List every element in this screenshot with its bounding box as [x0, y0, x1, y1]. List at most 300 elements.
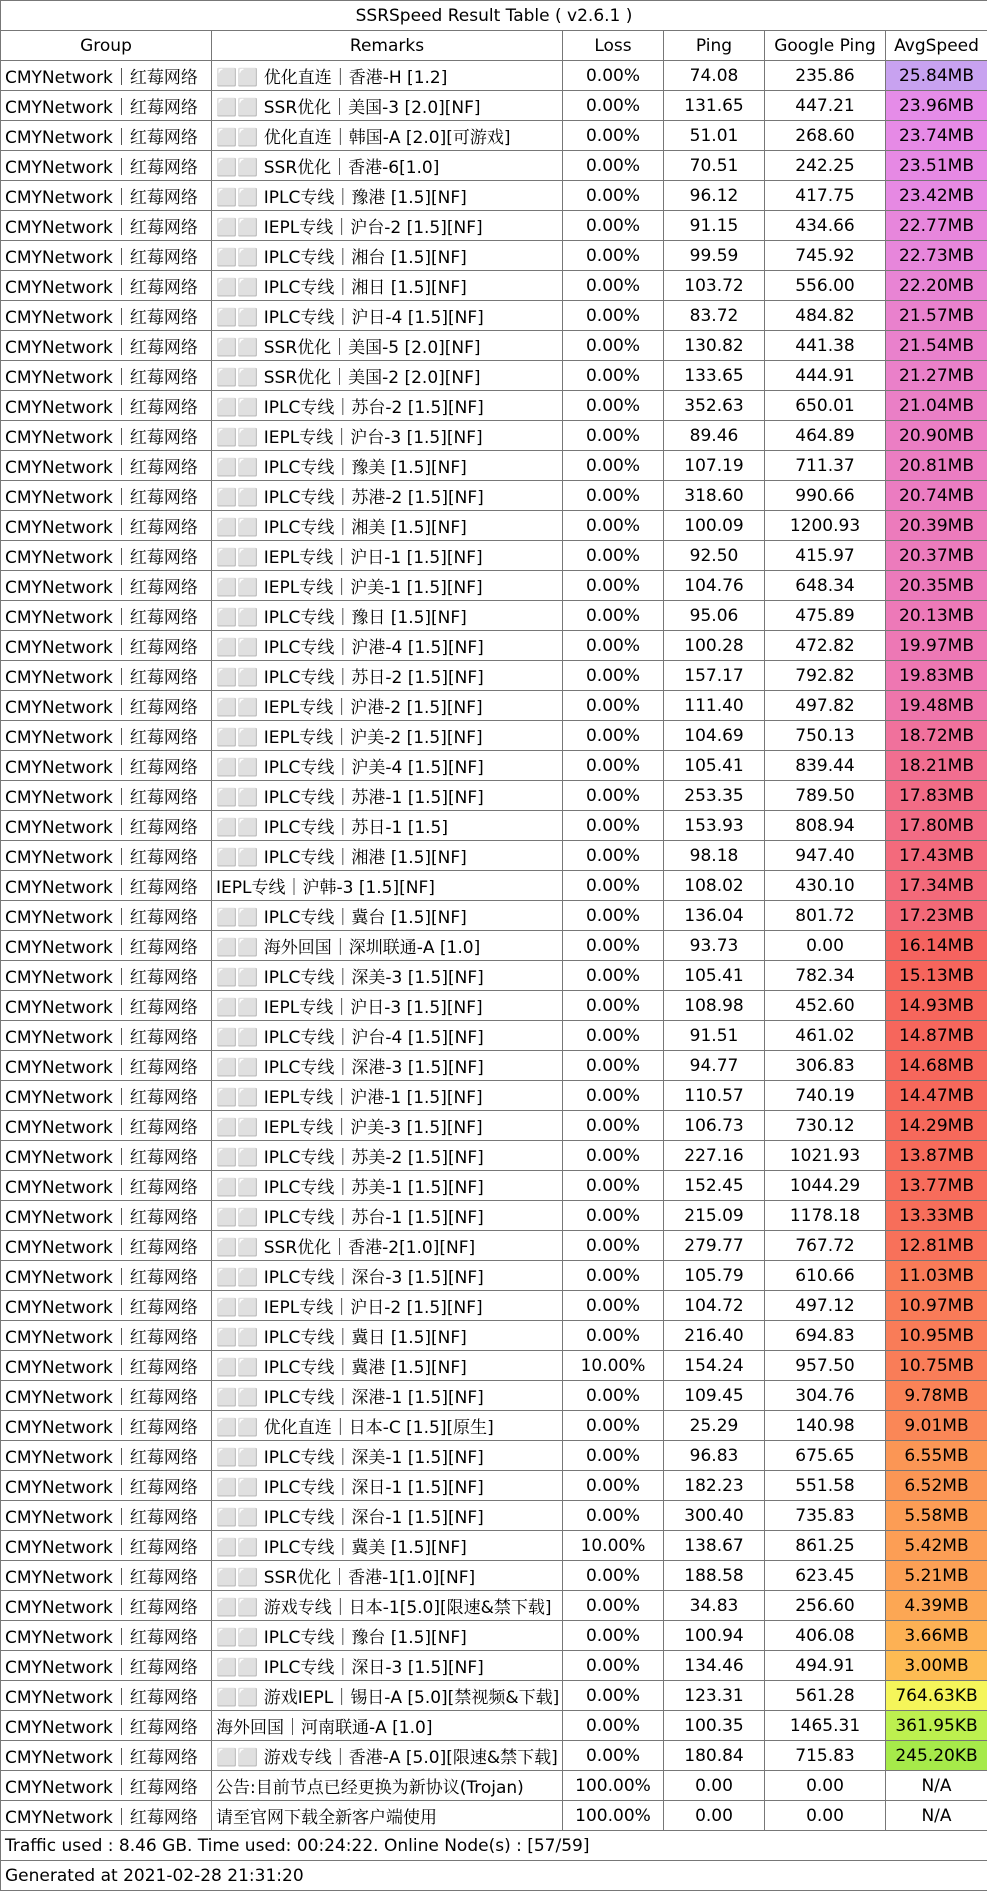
cell-ping: 136.04 [664, 901, 765, 931]
cell-google-ping: 735.83 [765, 1501, 886, 1531]
cell-avg-speed: 20.74MB [886, 481, 987, 511]
cell-ping: 253.35 [664, 781, 765, 811]
footer-traffic-row [1, 1831, 987, 1861]
table-title: SSRSpeed Result Table ( v2.6.1 ) [1, 1, 987, 31]
cell-group: CMYNetwork｜红莓网络 [1, 751, 212, 781]
cell-google-ping: 750.13 [765, 721, 886, 751]
table-row [1, 901, 987, 931]
cell-group: CMYNetwork｜红莓网络 [1, 1321, 212, 1351]
cell-google-ping: 472.82 [765, 631, 886, 661]
cell-group: CMYNetwork｜红莓网络 [1, 1261, 212, 1291]
cell-google-ping: 417.75 [765, 181, 886, 211]
cell-avg-speed: 19.83MB [886, 661, 987, 691]
cell-loss: 0.00% [563, 421, 664, 451]
cell-ping: 104.69 [664, 721, 765, 751]
cell-remarks: ⬜⬜ IEPL专线｜沪港-1 [1.5][NF] [212, 1081, 563, 1111]
cell-loss: 0.00% [563, 631, 664, 661]
cell-loss: 0.00% [563, 61, 664, 91]
cell-avg-speed: 20.37MB [886, 541, 987, 571]
table-row [1, 661, 987, 691]
cell-google-ping: 808.94 [765, 811, 886, 841]
cell-loss: 10.00% [563, 1351, 664, 1381]
cell-google-ping: 782.34 [765, 961, 886, 991]
cell-google-ping: 484.82 [765, 301, 886, 331]
cell-google-ping: 461.02 [765, 1021, 886, 1051]
cell-remarks: ⬜⬜ IPLC专线｜深美-1 [1.5][NF] [212, 1441, 563, 1471]
cell-ping: 105.41 [664, 751, 765, 781]
cell-ping: 123.31 [664, 1681, 765, 1711]
cell-remarks: ⬜⬜ 海外回国｜深圳联通-A [1.0] [212, 931, 563, 961]
cell-remarks: ⬜⬜ 优化直连｜日本-C [1.5][原生] [212, 1411, 563, 1441]
cell-loss: 0.00% [563, 361, 664, 391]
cell-avg-speed: 23.42MB [886, 181, 987, 211]
table-row [1, 1681, 987, 1711]
cell-remarks: ⬜⬜ IPLC专线｜湘台 [1.5][NF] [212, 241, 563, 271]
cell-ping: 94.77 [664, 1051, 765, 1081]
table-row [1, 781, 987, 811]
cell-avg-speed: 764.63KB [886, 1681, 987, 1711]
cell-group: CMYNetwork｜红莓网络 [1, 1681, 212, 1711]
cell-ping: 89.46 [664, 421, 765, 451]
cell-google-ping: 650.01 [765, 391, 886, 421]
cell-group: CMYNetwork｜红莓网络 [1, 1621, 212, 1651]
cell-group: CMYNetwork｜红莓网络 [1, 1141, 212, 1171]
cell-loss: 0.00% [563, 91, 664, 121]
cell-google-ping: 235.86 [765, 61, 886, 91]
table-row [1, 1081, 987, 1111]
table-row [1, 721, 987, 751]
cell-loss: 0.00% [563, 271, 664, 301]
cell-google-ping: 556.00 [765, 271, 886, 301]
cell-remarks: ⬜⬜ IPLC专线｜豫港 [1.5][NF] [212, 181, 563, 211]
cell-loss: 0.00% [563, 1471, 664, 1501]
cell-loss: 0.00% [563, 1291, 664, 1321]
cell-google-ping: 306.83 [765, 1051, 886, 1081]
cell-group: CMYNetwork｜红莓网络 [1, 421, 212, 451]
cell-avg-speed: 6.55MB [886, 1441, 987, 1471]
cell-loss: 0.00% [563, 961, 664, 991]
cell-group: CMYNetwork｜红莓网络 [1, 211, 212, 241]
cell-group: CMYNetwork｜红莓网络 [1, 1651, 212, 1681]
cell-loss: 0.00% [563, 1081, 664, 1111]
cell-loss: 0.00% [563, 301, 664, 331]
cell-group: CMYNetwork｜红莓网络 [1, 1531, 212, 1561]
cell-avg-speed: 21.54MB [886, 331, 987, 361]
cell-loss: 0.00% [563, 541, 664, 571]
cell-ping: 109.45 [664, 1381, 765, 1411]
cell-google-ping: 767.72 [765, 1231, 886, 1261]
cell-ping: 138.67 [664, 1531, 765, 1561]
table-row [1, 91, 987, 121]
cell-remarks: ⬜⬜ IPLC专线｜深台-3 [1.5][NF] [212, 1261, 563, 1291]
cell-remarks: ⬜⬜ IPLC专线｜苏港-1 [1.5][NF] [212, 781, 563, 811]
cell-group: CMYNetwork｜红莓网络 [1, 481, 212, 511]
traffic-summary: Traffic used : 8.46 GB. Time used: 00:24:22. Online Node(s) : [57/59] [1, 1831, 987, 1861]
cell-group: CMYNetwork｜红莓网络 [1, 691, 212, 721]
cell-avg-speed: 19.97MB [886, 631, 987, 661]
table-row [1, 1411, 987, 1441]
cell-loss: 0.00% [563, 1201, 664, 1231]
table-row [1, 571, 987, 601]
cell-google-ping: 648.34 [765, 571, 886, 601]
cell-ping: 154.24 [664, 1351, 765, 1381]
cell-google-ping: 406.08 [765, 1621, 886, 1651]
cell-group: CMYNetwork｜红莓网络 [1, 301, 212, 331]
cell-remarks: ⬜⬜ IPLC专线｜豫日 [1.5][NF] [212, 601, 563, 631]
cell-google-ping: 1200.93 [765, 511, 886, 541]
cell-google-ping: 475.89 [765, 601, 886, 631]
cell-avg-speed: 14.47MB [886, 1081, 987, 1111]
table-row [1, 1351, 987, 1381]
table-row [1, 301, 987, 331]
cell-ping: 34.83 [664, 1591, 765, 1621]
cell-google-ping: 268.60 [765, 121, 886, 151]
cell-ping: 300.40 [664, 1501, 765, 1531]
cell-loss: 10.00% [563, 1531, 664, 1561]
cell-avg-speed: 10.95MB [886, 1321, 987, 1351]
cell-group: CMYNetwork｜红莓网络 [1, 841, 212, 871]
cell-remarks: ⬜⬜ IEPL专线｜沪台-2 [1.5][NF] [212, 211, 563, 241]
cell-remarks: ⬜⬜ IEPL专线｜沪港-2 [1.5][NF] [212, 691, 563, 721]
table-row [1, 481, 987, 511]
cell-loss: 0.00% [563, 1111, 664, 1141]
cell-google-ping: 947.40 [765, 841, 886, 871]
cell-loss: 0.00% [563, 241, 664, 271]
cell-loss: 0.00% [563, 481, 664, 511]
cell-remarks: ⬜⬜ IPLC专线｜苏港-2 [1.5][NF] [212, 481, 563, 511]
cell-remarks: ⬜⬜ IPLC专线｜苏日-2 [1.5][NF] [212, 661, 563, 691]
cell-google-ping: 745.92 [765, 241, 886, 271]
cell-remarks: ⬜⬜ 游戏专线｜日本-1[5.0][限速&禁下载] [212, 1591, 563, 1621]
cell-remarks: ⬜⬜ IEPL专线｜沪美-2 [1.5][NF] [212, 721, 563, 751]
cell-ping: 188.58 [664, 1561, 765, 1591]
cell-remarks: ⬜⬜ IPLC专线｜冀日 [1.5][NF] [212, 1321, 563, 1351]
table-row [1, 151, 987, 181]
cell-loss: 0.00% [563, 1711, 664, 1741]
cell-avg-speed: 20.35MB [886, 571, 987, 601]
cell-remarks: ⬜⬜ IEPL专线｜沪美-3 [1.5][NF] [212, 1111, 563, 1141]
table-row [1, 691, 987, 721]
cell-google-ping: 675.65 [765, 1441, 886, 1471]
cell-group: CMYNetwork｜红莓网络 [1, 1741, 212, 1771]
cell-remarks: ⬜⬜ IPLC专线｜深港-3 [1.5][NF] [212, 1051, 563, 1081]
cell-loss: 0.00% [563, 1741, 664, 1771]
table-row [1, 1651, 987, 1681]
cell-ping: 105.41 [664, 961, 765, 991]
cell-group: CMYNetwork｜红莓网络 [1, 151, 212, 181]
header-group: Group [1, 31, 212, 61]
cell-avg-speed: 5.58MB [886, 1501, 987, 1531]
table-body [1, 61, 987, 1831]
cell-loss: 0.00% [563, 1651, 664, 1681]
cell-remarks: ⬜⬜ IEPL专线｜沪日-2 [1.5][NF] [212, 1291, 563, 1321]
cell-remarks: ⬜⬜ 优化直连｜香港-H [1.2] [212, 61, 563, 91]
cell-ping: 104.72 [664, 1291, 765, 1321]
cell-avg-speed: 22.77MB [886, 211, 987, 241]
cell-ping: 0.00 [664, 1771, 765, 1801]
cell-ping: 216.40 [664, 1321, 765, 1351]
cell-ping: 110.57 [664, 1081, 765, 1111]
cell-loss: 0.00% [563, 511, 664, 541]
cell-loss: 0.00% [563, 1501, 664, 1531]
cell-google-ping: 1044.29 [765, 1171, 886, 1201]
cell-ping: 96.12 [664, 181, 765, 211]
cell-google-ping: 0.00 [765, 1801, 886, 1831]
cell-avg-speed: 17.83MB [886, 781, 987, 811]
table-row [1, 1141, 987, 1171]
cell-loss: 0.00% [563, 1261, 664, 1291]
cell-group: CMYNetwork｜红莓网络 [1, 1021, 212, 1051]
cell-ping: 105.79 [664, 1261, 765, 1291]
table-row [1, 1471, 987, 1501]
cell-remarks: 公告:目前节点已经更换为新协议(Trojan) [212, 1771, 563, 1801]
cell-avg-speed: 19.48MB [886, 691, 987, 721]
cell-loss: 0.00% [563, 1321, 664, 1351]
table-row [1, 1621, 987, 1651]
cell-avg-speed: 16.14MB [886, 931, 987, 961]
cell-avg-speed: 13.33MB [886, 1201, 987, 1231]
cell-ping: 180.84 [664, 1741, 765, 1771]
table-row [1, 991, 987, 1021]
cell-group: CMYNetwork｜红莓网络 [1, 361, 212, 391]
cell-ping: 182.23 [664, 1471, 765, 1501]
cell-google-ping: 304.76 [765, 1381, 886, 1411]
cell-google-ping: 441.38 [765, 331, 886, 361]
table-row [1, 1111, 987, 1141]
table-row [1, 271, 987, 301]
cell-avg-speed: 5.21MB [886, 1561, 987, 1591]
cell-ping: 91.15 [664, 211, 765, 241]
table-row [1, 211, 987, 241]
cell-ping: 83.72 [664, 301, 765, 331]
cell-remarks: ⬜⬜ IPLC专线｜湘日 [1.5][NF] [212, 271, 563, 301]
cell-google-ping: 610.66 [765, 1261, 886, 1291]
cell-remarks: ⬜⬜ IPLC专线｜湘美 [1.5][NF] [212, 511, 563, 541]
cell-ping: 98.18 [664, 841, 765, 871]
cell-avg-speed: 14.68MB [886, 1051, 987, 1081]
cell-avg-speed: 21.57MB [886, 301, 987, 331]
cell-remarks: 海外回国｜河南联通-A [1.0] [212, 1711, 563, 1741]
cell-avg-speed: 20.13MB [886, 601, 987, 631]
cell-group: CMYNetwork｜红莓网络 [1, 1381, 212, 1411]
cell-loss: 0.00% [563, 991, 664, 1021]
cell-loss: 0.00% [563, 121, 664, 151]
cell-google-ping: 447.21 [765, 91, 886, 121]
cell-google-ping: 551.58 [765, 1471, 886, 1501]
table-row [1, 1801, 987, 1831]
table-row [1, 361, 987, 391]
cell-ping: 0.00 [664, 1801, 765, 1831]
cell-ping: 95.06 [664, 601, 765, 631]
cell-avg-speed: 20.39MB [886, 511, 987, 541]
cell-ping: 103.72 [664, 271, 765, 301]
cell-avg-speed: 245.20KB [886, 1741, 987, 1771]
table-row [1, 1201, 987, 1231]
cell-remarks: ⬜⬜ IPLC专线｜豫台 [1.5][NF] [212, 1621, 563, 1651]
cell-remarks: ⬜⬜ 游戏IEPL｜锡日-A [5.0][禁视频&下载] [212, 1681, 563, 1711]
cell-avg-speed: 14.93MB [886, 991, 987, 1021]
cell-ping: 352.63 [664, 391, 765, 421]
table-row [1, 331, 987, 361]
cell-loss: 0.00% [563, 871, 664, 901]
cell-avg-speed: 17.43MB [886, 841, 987, 871]
cell-avg-speed: 6.52MB [886, 1471, 987, 1501]
table-row [1, 1441, 987, 1471]
cell-ping: 100.94 [664, 1621, 765, 1651]
cell-avg-speed: 22.20MB [886, 271, 987, 301]
cell-avg-speed: 3.66MB [886, 1621, 987, 1651]
cell-ping: 157.17 [664, 661, 765, 691]
header-loss: Loss [563, 31, 664, 61]
table-row [1, 1051, 987, 1081]
cell-ping: 100.35 [664, 1711, 765, 1741]
cell-group: CMYNetwork｜红莓网络 [1, 241, 212, 271]
cell-ping: 93.73 [664, 931, 765, 961]
cell-google-ping: 861.25 [765, 1531, 886, 1561]
cell-loss: 0.00% [563, 751, 664, 781]
cell-remarks: ⬜⬜ IPLC专线｜冀台 [1.5][NF] [212, 901, 563, 931]
cell-loss: 0.00% [563, 1411, 664, 1441]
cell-ping: 91.51 [664, 1021, 765, 1051]
cell-remarks: ⬜⬜ IPLC专线｜苏台-2 [1.5][NF] [212, 391, 563, 421]
cell-remarks: ⬜⬜ SSR优化｜美国-2 [2.0][NF] [212, 361, 563, 391]
table-row [1, 931, 987, 961]
cell-ping: 153.93 [664, 811, 765, 841]
cell-google-ping: 694.83 [765, 1321, 886, 1351]
cell-group: CMYNetwork｜红莓网络 [1, 961, 212, 991]
cell-avg-speed: 11.03MB [886, 1261, 987, 1291]
cell-avg-speed: 20.90MB [886, 421, 987, 451]
cell-loss: 0.00% [563, 841, 664, 871]
cell-loss: 0.00% [563, 721, 664, 751]
cell-google-ping: 430.10 [765, 871, 886, 901]
generated-timestamp: Generated at 2021-02-28 21:31:20 [1, 1861, 987, 1891]
cell-group: CMYNetwork｜红莓网络 [1, 391, 212, 421]
title-row [1, 1, 987, 31]
cell-avg-speed: 23.51MB [886, 151, 987, 181]
cell-remarks: ⬜⬜ IEPL专线｜沪美-1 [1.5][NF] [212, 571, 563, 601]
cell-google-ping: 789.50 [765, 781, 886, 811]
cell-ping: 74.08 [664, 61, 765, 91]
cell-avg-speed: 13.77MB [886, 1171, 987, 1201]
header-ping: Ping [664, 31, 765, 61]
cell-avg-speed: 18.72MB [886, 721, 987, 751]
cell-group: CMYNetwork｜红莓网络 [1, 1111, 212, 1141]
cell-remarks: ⬜⬜ IPLC专线｜深港-1 [1.5][NF] [212, 1381, 563, 1411]
cell-group: CMYNetwork｜红莓网络 [1, 1171, 212, 1201]
cell-google-ping: 1178.18 [765, 1201, 886, 1231]
cell-avg-speed: 5.42MB [886, 1531, 987, 1561]
cell-ping: 318.60 [664, 481, 765, 511]
cell-group: CMYNetwork｜红莓网络 [1, 511, 212, 541]
cell-loss: 100.00% [563, 1801, 664, 1831]
table-row [1, 511, 987, 541]
cell-avg-speed: 9.01MB [886, 1411, 987, 1441]
cell-ping: 108.98 [664, 991, 765, 1021]
cell-ping: 96.83 [664, 1441, 765, 1471]
cell-remarks: ⬜⬜ IEPL专线｜沪日-1 [1.5][NF] [212, 541, 563, 571]
cell-group: CMYNetwork｜红莓网络 [1, 631, 212, 661]
cell-group: CMYNetwork｜红莓网络 [1, 1411, 212, 1441]
cell-avg-speed: 12.81MB [886, 1231, 987, 1261]
table-row [1, 1531, 987, 1561]
table-row [1, 391, 987, 421]
cell-loss: 0.00% [563, 1021, 664, 1051]
table-row [1, 961, 987, 991]
cell-remarks: ⬜⬜ IPLC专线｜冀港 [1.5][NF] [212, 1351, 563, 1381]
cell-ping: 215.09 [664, 1201, 765, 1231]
cell-avg-speed: 21.04MB [886, 391, 987, 421]
cell-loss: 0.00% [563, 931, 664, 961]
cell-remarks: ⬜⬜ IEPL专线｜沪台-3 [1.5][NF] [212, 421, 563, 451]
cell-group: CMYNetwork｜红莓网络 [1, 181, 212, 211]
cell-loss: 0.00% [563, 181, 664, 211]
cell-loss: 0.00% [563, 331, 664, 361]
cell-group: CMYNetwork｜红莓网络 [1, 661, 212, 691]
cell-google-ping: 0.00 [765, 931, 886, 961]
cell-avg-speed: 23.74MB [886, 121, 987, 151]
cell-loss: 0.00% [563, 901, 664, 931]
table-row [1, 1321, 987, 1351]
cell-avg-speed: 18.21MB [886, 751, 987, 781]
cell-remarks: ⬜⬜ IPLC专线｜深日-3 [1.5][NF] [212, 1651, 563, 1681]
cell-google-ping: 444.91 [765, 361, 886, 391]
cell-google-ping: 801.72 [765, 901, 886, 931]
cell-remarks: ⬜⬜ SSR优化｜香港-6[1.0] [212, 151, 563, 181]
cell-remarks: ⬜⬜ IPLC专线｜沪美-4 [1.5][NF] [212, 751, 563, 781]
cell-ping: 107.19 [664, 451, 765, 481]
cell-group: CMYNetwork｜红莓网络 [1, 1801, 212, 1831]
cell-avg-speed: 10.97MB [886, 1291, 987, 1321]
table-row [1, 61, 987, 91]
cell-group: CMYNetwork｜红莓网络 [1, 271, 212, 301]
cell-remarks: ⬜⬜ IPLC专线｜冀美 [1.5][NF] [212, 1531, 563, 1561]
cell-group: CMYNetwork｜红莓网络 [1, 721, 212, 751]
cell-remarks: ⬜⬜ 游戏专线｜香港-A [5.0][限速&禁下载] [212, 1741, 563, 1771]
table-row [1, 601, 987, 631]
cell-remarks: ⬜⬜ SSR优化｜美国-5 [2.0][NF] [212, 331, 563, 361]
cell-avg-speed: 14.87MB [886, 1021, 987, 1051]
cell-ping: 106.73 [664, 1111, 765, 1141]
cell-remarks: ⬜⬜ IPLC专线｜沪港-4 [1.5][NF] [212, 631, 563, 661]
table-row [1, 241, 987, 271]
cell-google-ping: 740.19 [765, 1081, 886, 1111]
cell-remarks: ⬜⬜ IPLC专线｜苏日-1 [1.5] [212, 811, 563, 841]
cell-ping: 92.50 [664, 541, 765, 571]
header-avg-speed: AvgSpeed [886, 31, 987, 61]
cell-google-ping: 242.25 [765, 151, 886, 181]
cell-google-ping: 715.83 [765, 1741, 886, 1771]
cell-loss: 0.00% [563, 571, 664, 601]
cell-loss: 0.00% [563, 1381, 664, 1411]
cell-group: CMYNetwork｜红莓网络 [1, 1471, 212, 1501]
cell-avg-speed: 15.13MB [886, 961, 987, 991]
cell-ping: 108.02 [664, 871, 765, 901]
cell-avg-speed: 21.27MB [886, 361, 987, 391]
cell-google-ping: 0.00 [765, 1771, 886, 1801]
cell-remarks: ⬜⬜ IPLC专线｜豫美 [1.5][NF] [212, 451, 563, 481]
table-row [1, 451, 987, 481]
table-row [1, 181, 987, 211]
cell-remarks: ⬜⬜ IPLC专线｜深日-1 [1.5][NF] [212, 1471, 563, 1501]
cell-group: CMYNetwork｜红莓网络 [1, 811, 212, 841]
cell-google-ping: 711.37 [765, 451, 886, 481]
cell-avg-speed: 13.87MB [886, 1141, 987, 1171]
cell-google-ping: 140.98 [765, 1411, 886, 1441]
table-row [1, 1261, 987, 1291]
cell-google-ping: 434.66 [765, 211, 886, 241]
cell-loss: 0.00% [563, 661, 664, 691]
